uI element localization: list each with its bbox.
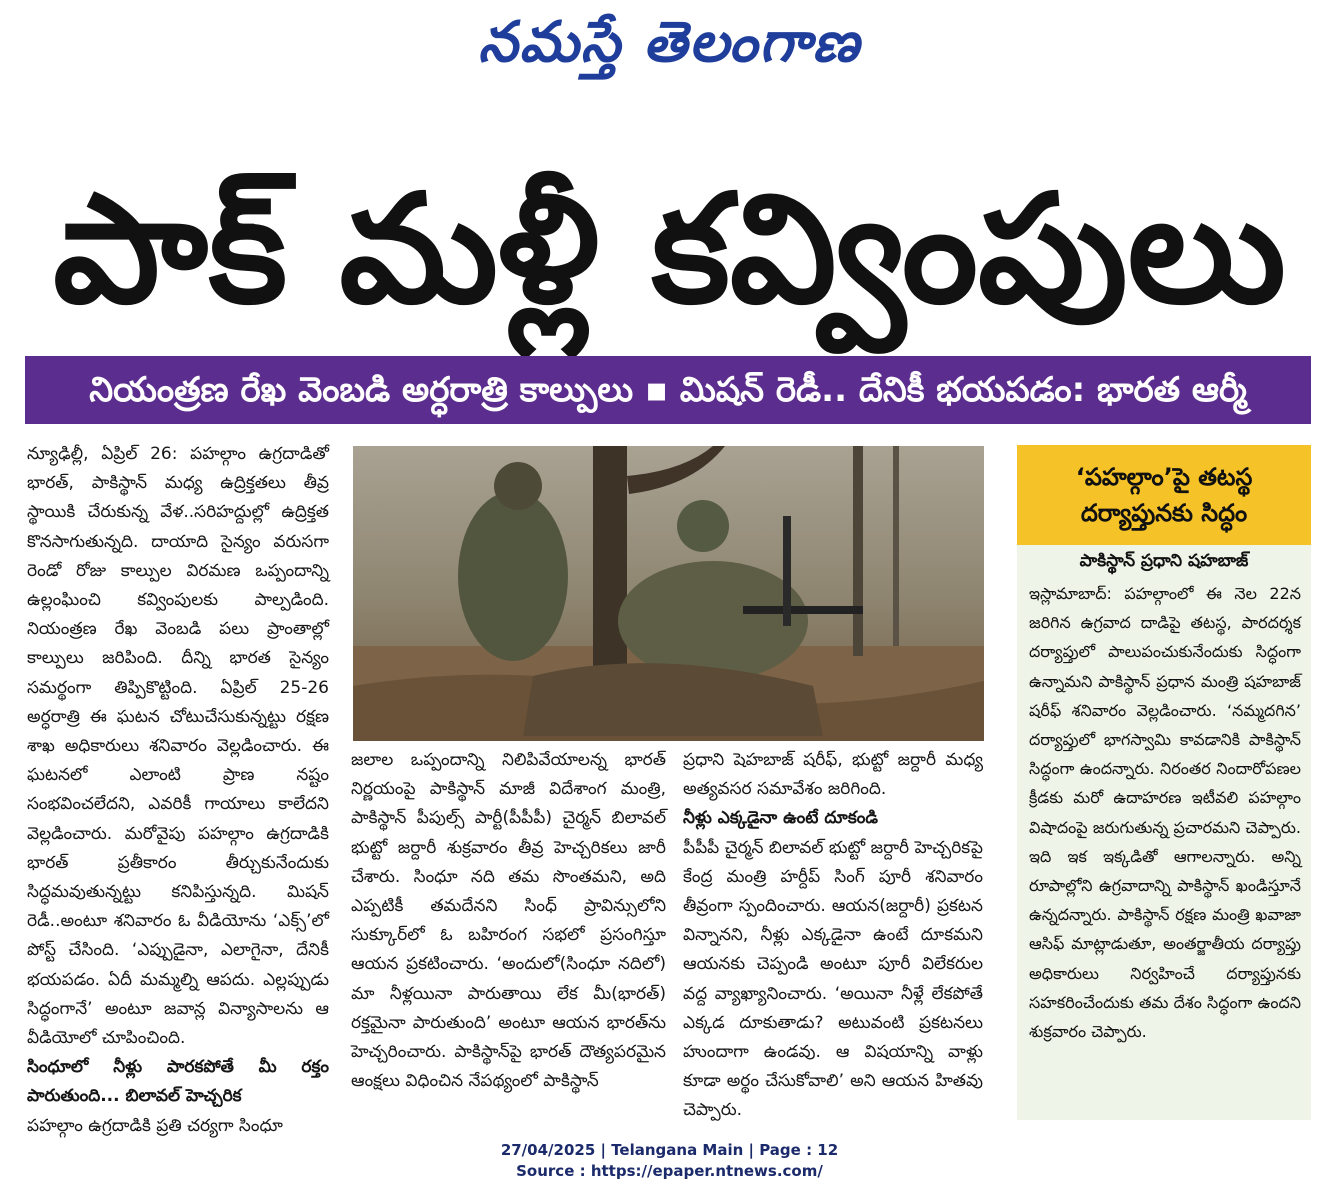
page-info: 27/04/2025 | Telangana Main | Page : 12	[500, 1141, 839, 1159]
article-subheading: నీళ్లు ఎక్కడైనా ఉంటే దూకండి	[683, 808, 878, 829]
article-paragraph: పీపీపీ చైర్మన్ బిలావల్ భుట్టో జర్దారీ హెచ్చరికపై కేంద్ర మంత్రి హర్దీప్ సింగ్ పూరీ శనివారం తీవ్రంగా స్పందించారు. ఆయన(జర్దారీ) ప్రకటన విన్నానని, నీళ్లు ఎక్కడైనా ఉంటే దూకమని ఆయనకు చెప్పండి అంటూ పూరీ విలేకరుల వద్ద వ్యాఖ్యానించారు. ‘అయినా నీళ్లే లేకపోతే ఎక్కడ దూకుతాడు? అటువంటి ప్రకటనలు హుందాగా ఉండవు. ఆ విషయాన్ని వాళ్లు కూడా అర్థం చేసుకోవాలి’ అని ఆయన హితవు చెప్పారు.	[683, 837, 983, 1121]
sidebar-body: ఇస్లామాబాద్: పహల్గాంలో ఈ నెల 22న జరిగిన ఉగ్రవాద దాడిపై తటస్థ, పారదర్శక దర్యాప్తులో పాలుపంచుకునేందుకు సిద్ధంగా ఉన్నామని పాకిస్థాన్ ప్రధాన మంత్రి షహబాజ్ షరీఫ్ శనివారం వెల్లడించారు. ‘నమ్మదగిన’ దర్యాప్తులో భాగస్వామి కావడానికి పాకిస్థాన్ సిద్ధంగా ఉందన్నారు. నిరంతర నిందారోపణల క్రీడకు మరో ఉదాహరణ ఇటీవలి పహల్గాం విషాదంపై జరుగుతున్న ప్రచారమని చెప్పారు. ఇది ఇక ఇక్కడితో ఆగాలన్నారు. అన్ని రూపాల్లోని ఉగ్రవాదాన్ని పాకిస్థాన్ ఖండిస్తూనే ఉన్నదన్నారు. పాకిస్థాన్ రక్షణ మంత్రి ఖవాజా ఆసిఫ్ మాట్లాడుతూ, అంతర్జాతీయ దర్యాప్తు అధికారులు నిర్వహించే దర్యాప్తునకు సహకరించేందుకు తమ దేశం సిద్ధంగా ఉందని శుక్రవారం చెప్పారు.	[1029, 584, 1301, 1042]
sidebar-subheading: పాకిస్థాన్ ప్రధాని షహబాజ్	[1079, 551, 1249, 571]
sidebar-headline-line: ‘పహల్గాం’పై తటస్థ	[1075, 463, 1253, 491]
article-paragraph: జలాల ఒప్పందాన్ని నిలిపివేయాలన్న భారత్ నిర్ణయంపై పాకిస్థాన్ మాజీ విదేశాంగ మంత్రి, పాకిస్థాన్ పీపుల్స్ పార్టీ(పీపీపీ) చైర్మన్ బిలావల్ భుట్టో జర్దారీ శుక్రవారం తీవ్ర హెచ్చరికలు జారీ చేశారు. సింధూ నది తమ సొంతమని, అది ఎప్పటికీ తమదేనని సింధ్ ప్రావిన్సులోని సుక్కూర్‌లో ఓ బహిరంగ సభలో ప్రసంగిస్తూ ఆయన ప్రకటించారు. ‘అందులో(సింధూ నదిలో) మా నీళ్లయినా పారుతాయి లేక మీ(భారత్) రక్తమైనా పారుతుంది’ అంటూ ఆయన భారత్‌ను హెచ్చరించారు. పాకిస్థాన్‌పై భారత్ దౌత్యపరమైన ఆంక్షలు విధించిన నేపథ్యంలో పాకిస్థాన్	[351, 750, 666, 1092]
sidebar-story	[1017, 445, 1311, 1120]
article-paragraph: పహల్గాం ఉగ్రదాడికి ప్రతి చర్యగా సింధూ	[27, 1115, 283, 1136]
article-subheading: సింధూలో నీళ్లు పారకపోతే మీ రక్తం పారుతుంది... బిలావల్ హెచ్చరిక	[27, 1057, 329, 1107]
subheadline-banner: నియంత్రణ రేఖ వెంబడి అర్ధరాత్రి కాల్పులు ▪ మిషన్ రెడీ.. దేనికీ భయపడం: భారత ఆర్మీ	[25, 356, 1311, 424]
article-paragraph: ప్రధాని షెహబాజ్ షరీఫ్, భుట్టో జర్దారీ మధ్య అత్యవసర సమావేశం జరిగింది.	[683, 750, 983, 800]
soldiers-photo	[353, 446, 984, 741]
main-headline: పాక్ మళ్లీ కవ్వింపులు	[53, 163, 1286, 337]
source-link[interactable]: Source : https://epaper.ntnews.com/	[516, 1162, 823, 1180]
article-column-3	[683, 746, 983, 1121]
masthead-logo: నమస్తే తెలంగాణ	[478, 10, 861, 75]
soldiers-photo-image	[353, 446, 984, 741]
article-column-1	[27, 440, 329, 1136]
sidebar-headline-line: దర్యాప్తునకు సిద్ధం	[1080, 499, 1248, 527]
article-paragraph: న్యూఢిల్లీ, ఏప్రిల్ 26: పహల్గాం ఉగ్రదాడితో భారత్, పాకిస్థాన్ మధ్య ఉద్రిక్తతలు తీవ్ర స్థాయికి చేరుకున్న వేళ..సరిహద్దుల్లో ఉద్రిక్తత కొనసాగుతున్నది. దాయాది సైన్యం వరుసగా రెండో రోజు కాల్పుల విరమణ ఒప్పందాన్ని ఉల్లంఘించి కవ్వింపులకు పాల్పడింది. నియంత్రణ రేఖ వెంబడి పలు ప్రాంతాల్లో కాల్పులు జరిపింది. దీన్ని భారత సైన్యం సమర్థంగా తిప్పికొట్టింది. ఏప్రిల్ 25-26 అర్ధరాత్రి ఈ ఘటన చోటుచేసుకున్నట్టు రక్షణ శాఖ అధికారులు శనివారం వెల్లడించారు. ఈ ఘటనలో ఎలాంటి ప్రాణ నష్టం సంభవించలేదని, ఎవరికీ గాయాలు కాలేదని వెల్లడించారు. మరోవైపు పహల్గాం ఉగ్రదాడికి భారత్ ప్రతీకారం తీర్చుకునేందుకు సిద్ధమవుతున్నట్టు కనిపిస్తున్నది. మిషన్ రెడీ..అంటూ శనివారం ఓ వీడియోను ‘ఎక్స్’లో పోస్ట్ చేసింది. ‘ఎప్పుడైనా, ఎలాగైనా, దేనికీ భయపడం. ఏదీ మమ్మల్ని ఆపదు. ఎల్లప్పుడు సిద్ధంగానే’ అంటూ జవాన్ల విన్యాసాలను ఆ వీడియోలో చూపించింది.	[27, 444, 329, 1049]
sidebar-headline	[1017, 445, 1311, 545]
article-column-2	[351, 746, 666, 1108]
